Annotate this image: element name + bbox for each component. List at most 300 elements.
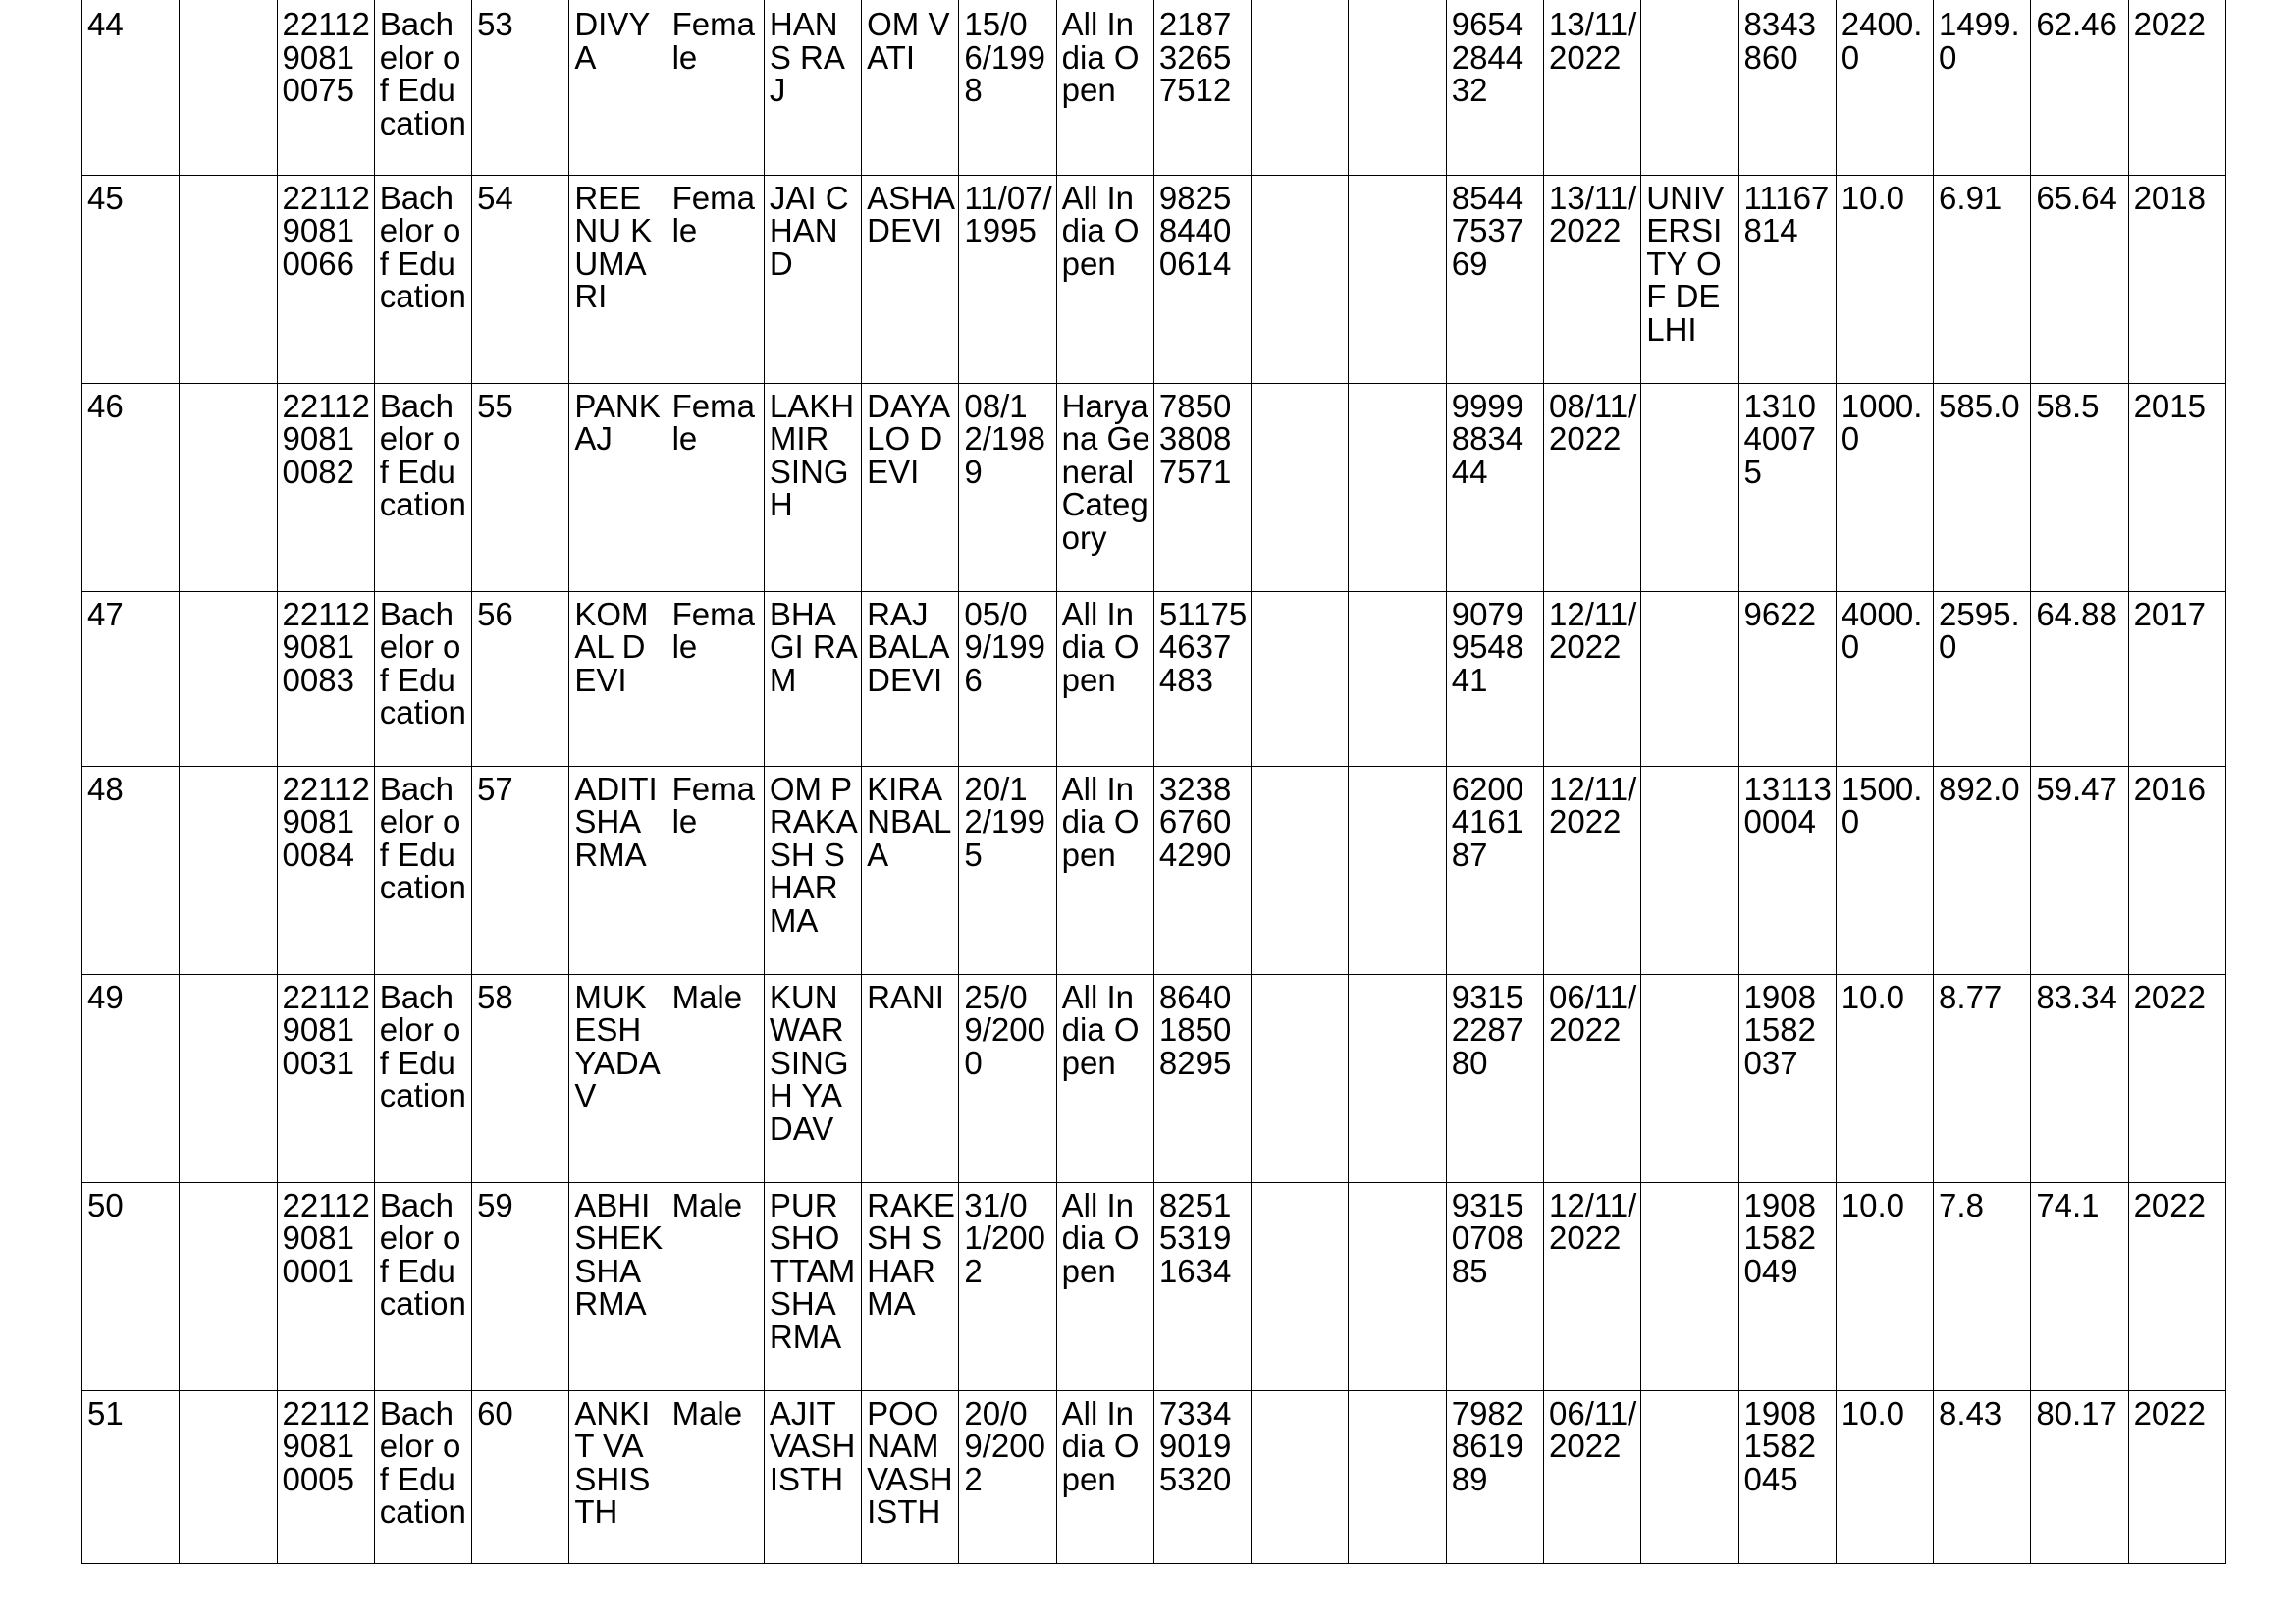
cell-mother-name [862, 175, 959, 383]
cell-text: 6200416187 [1451, 770, 1524, 873]
cell-mother-name [862, 1390, 959, 1563]
cell-text: 65.64 [2036, 179, 2117, 216]
cell-text: 9654284432 [1451, 6, 1524, 108]
cell-gender [667, 1390, 764, 1563]
cell-text: 733490195320 [1158, 1394, 1232, 1497]
cell-name [569, 766, 667, 974]
cell-aadhaar-no [1153, 175, 1251, 383]
cell-text: 19081582037 [1743, 978, 1816, 1081]
cell-serial-no [82, 383, 180, 591]
cell-father-name [764, 1182, 861, 1390]
cell-course [374, 1182, 471, 1390]
cell-text: 64.88 [2036, 595, 2117, 632]
cell-blank-a [180, 0, 277, 175]
cell-text: 2595.0 [1939, 595, 2020, 665]
cell-passing-year [2128, 766, 2225, 974]
cell-percentage [2031, 175, 2128, 383]
cell-text: 05/09/1996 [964, 595, 1045, 698]
cell-text: RAKESH SHARMA [867, 1186, 955, 1322]
cell-blank-a [180, 591, 277, 766]
cell-text: 11167814 [1743, 179, 1830, 248]
cell-dob [959, 974, 1056, 1182]
cell-text: 1499.0 [1939, 6, 2020, 76]
cell-merit-no [472, 1182, 569, 1390]
cell-text: 44 [87, 6, 124, 42]
cell-dob [959, 1182, 1056, 1390]
cell-blank-b [1252, 383, 1349, 591]
cell-passing-year [2128, 591, 2225, 766]
cell-text: 10.0 [1841, 1186, 1905, 1223]
cell-name [569, 175, 667, 383]
cell-category [1056, 766, 1153, 974]
cell-text: 2211290810066 [282, 179, 370, 282]
cell-text: ANKIT VASHISTH [574, 1394, 651, 1530]
cell-text: 1500.0 [1841, 770, 1923, 839]
cell-application-date [1543, 0, 1640, 175]
cell-aadhaar-no [1153, 0, 1251, 175]
cell-text: UNIVERSITY OF DELHI [1646, 179, 1725, 348]
cell-text: Male [671, 1186, 743, 1223]
cell-text: 7982861989 [1451, 1394, 1524, 1497]
cell-text: Haryana General Category [1061, 387, 1150, 556]
cell-application-date [1543, 175, 1640, 383]
cell-mother-name [862, 383, 959, 591]
cell-serial-no [82, 974, 180, 1182]
cell-name [569, 591, 667, 766]
cell-max-marks [1836, 175, 1933, 383]
cell-passing-year [2128, 175, 2225, 383]
cell-mobile-no [1446, 1390, 1543, 1563]
cell-text: Male [671, 978, 743, 1015]
cell-text: 58.5 [2036, 387, 2100, 424]
cell-percentage [2031, 1182, 2128, 1390]
cell-name [569, 1390, 667, 1563]
cell-passing-year [2128, 1182, 2225, 1390]
cell-text: POONAM VASHISTH [867, 1394, 953, 1530]
cell-text: 131130004 [1743, 770, 1832, 839]
cell-university [1641, 1390, 1738, 1563]
cell-obtained-marks [1934, 974, 2031, 1182]
cell-blank-a [180, 974, 277, 1182]
table-row [82, 1390, 2226, 1563]
cell-father-name [764, 591, 861, 766]
cell-text: OM PRAKASH SHARMA [769, 770, 858, 939]
cell-dob [959, 591, 1056, 766]
cell-category [1056, 591, 1153, 766]
cell-text: DIVYA [574, 6, 651, 76]
cell-text: 2022 [2133, 1394, 2206, 1432]
cell-text: 785038087571 [1158, 387, 1232, 490]
cell-text: 06/11/2022 [1548, 978, 1637, 1048]
cell-text: AJIT VASHISTH [769, 1394, 856, 1497]
cell-gender [667, 766, 764, 974]
cell-blank-b [1252, 591, 1349, 766]
cell-university [1641, 766, 1738, 974]
cell-text: 59 [477, 1186, 513, 1223]
cell-mother-name [862, 766, 959, 974]
cell-blank-c [1349, 766, 1446, 974]
cell-text: 20/12/1995 [964, 770, 1045, 873]
cell-text: KIRANBALA [867, 770, 952, 873]
cell-text: MUKESH YADAV [574, 978, 661, 1113]
cell-university [1641, 1182, 1738, 1390]
cell-blank-c [1349, 0, 1446, 175]
cell-gender [667, 1182, 764, 1390]
cell-text: JAI CHAND [769, 179, 849, 282]
cell-university [1641, 0, 1738, 175]
cell-mobile-no [1446, 175, 1543, 383]
cell-mobile-no [1446, 766, 1543, 974]
cell-blank-a [180, 1390, 277, 1563]
cell-blank-b [1252, 974, 1349, 1182]
cell-father-name [764, 766, 861, 974]
cell-gender [667, 591, 764, 766]
cell-obtained-marks [1934, 1182, 2031, 1390]
cell-text: RANI [867, 978, 944, 1015]
cell-category [1056, 175, 1153, 383]
cell-gender [667, 0, 764, 175]
cell-blank-c [1349, 383, 1446, 591]
cell-text: 892.0 [1939, 770, 2020, 807]
cell-gender [667, 974, 764, 1182]
cell-merit-no [472, 383, 569, 591]
cell-merit-no [472, 591, 569, 766]
cell-mother-name [862, 0, 959, 175]
cell-roll-no [277, 974, 374, 1182]
cell-text: 58 [477, 978, 513, 1015]
cell-text: Female [671, 6, 755, 76]
cell-merit-no [472, 0, 569, 175]
cell-serial-no [82, 1182, 180, 1390]
cell-text: 47 [87, 595, 124, 632]
cell-mobile-no [1446, 591, 1543, 766]
cell-text: All India Open [1061, 179, 1140, 282]
cell-text: Bachelor of Education [379, 1186, 466, 1322]
cell-blank-b [1252, 766, 1349, 974]
cell-application-date [1543, 974, 1640, 1182]
cell-text: 45 [87, 179, 124, 216]
cell-category [1056, 0, 1153, 175]
cell-text: PURSHOTTAM SHARMA [769, 1186, 856, 1355]
cell-text: 74.1 [2036, 1186, 2100, 1223]
cell-blank-b [1252, 1182, 1349, 1390]
cell-dob [959, 175, 1056, 383]
cell-text: Bachelor of Education [379, 1394, 466, 1530]
cell-text: All India Open [1061, 1186, 1140, 1289]
cell-percentage [2031, 591, 2128, 766]
cell-text: 10.0 [1841, 1394, 1905, 1432]
cell-passing-year [2128, 383, 2225, 591]
cell-application-date [1543, 591, 1640, 766]
cell-blank-b [1252, 1390, 1349, 1563]
cell-mobile-no [1446, 1182, 1543, 1390]
cell-text: 2017 [2133, 595, 2206, 632]
cell-university [1641, 175, 1738, 383]
cell-text: 13/11/2022 [1548, 179, 1637, 248]
cell-course [374, 591, 471, 766]
cell-text: BHAGI RAM [769, 595, 858, 698]
cell-text: All India Open [1061, 595, 1140, 698]
cell-blank-c [1349, 1390, 1446, 1563]
cell-text: 6.91 [1939, 179, 2002, 216]
cell-text: Female [671, 595, 755, 665]
cell-dob [959, 766, 1056, 974]
cell-gender [667, 175, 764, 383]
cell-mobile-no [1446, 383, 1543, 591]
cell-text: 131040075 [1743, 387, 1816, 490]
cell-text: 218732657512 [1158, 6, 1232, 108]
cell-max-marks [1836, 1390, 1933, 1563]
cell-text: Bachelor of Education [379, 978, 466, 1113]
cell-text: 2211290810084 [282, 770, 370, 873]
cell-text: 511754637483 [1158, 595, 1248, 698]
cell-course [374, 1390, 471, 1563]
cell-father-name [764, 1390, 861, 1563]
cell-text: 13/11/2022 [1548, 6, 1637, 76]
cell-text: 8.43 [1939, 1394, 2002, 1432]
cell-name [569, 383, 667, 591]
cell-text: 53 [477, 6, 513, 42]
cell-text: Male [671, 1394, 743, 1432]
cell-text: 49 [87, 978, 124, 1015]
cell-text: 56 [477, 595, 513, 632]
cell-blank-a [180, 175, 277, 383]
cell-reg-no [1738, 766, 1836, 974]
cell-text: Female [671, 179, 755, 248]
cell-roll-no [277, 1390, 374, 1563]
cell-text: 8343860 [1743, 6, 1816, 76]
cell-course [374, 0, 471, 175]
cell-text: 2015 [2133, 387, 2206, 424]
cell-percentage [2031, 766, 2128, 974]
cell-max-marks [1836, 591, 1933, 766]
cell-merit-no [472, 974, 569, 1182]
cell-text: 11/07/1995 [964, 179, 1052, 248]
cell-serial-no [82, 175, 180, 383]
cell-text: 2018 [2133, 179, 2206, 216]
cell-text: 4000.0 [1841, 595, 1923, 665]
cell-obtained-marks [1934, 1390, 2031, 1563]
cell-passing-year [2128, 1390, 2225, 1563]
cell-text: 50 [87, 1186, 124, 1223]
cell-text: 57 [477, 770, 513, 807]
cell-text: LAKHMIR SINGH [769, 387, 855, 522]
cell-passing-year [2128, 974, 2225, 1182]
cell-name [569, 0, 667, 175]
cell-blank-b [1252, 175, 1349, 383]
cell-text: 51 [87, 1394, 124, 1432]
cell-text: 19081582049 [1743, 1186, 1816, 1289]
cell-text: 9999883444 [1451, 387, 1524, 490]
cell-text: All India Open [1061, 1394, 1140, 1497]
cell-text: 06/11/2022 [1548, 1394, 1637, 1464]
cell-serial-no [82, 0, 180, 175]
cell-text: 8544753769 [1451, 179, 1524, 282]
cell-text: REENU KUMARI [574, 179, 653, 314]
cell-text: 2211290810075 [282, 6, 370, 108]
cell-percentage [2031, 1390, 2128, 1563]
cell-reg-no [1738, 383, 1836, 591]
cell-text: 2211290810082 [282, 387, 370, 490]
cell-text: 1000.0 [1841, 387, 1923, 457]
cell-reg-no [1738, 1182, 1836, 1390]
cell-text: RAJ BALA DEVI [867, 595, 948, 698]
cell-aadhaar-no [1153, 766, 1251, 974]
cell-mobile-no [1446, 0, 1543, 175]
cell-blank-c [1349, 1182, 1446, 1390]
cell-merit-no [472, 1390, 569, 1563]
cell-text: 60 [477, 1394, 513, 1432]
cell-blank-a [180, 766, 277, 974]
table-row [82, 766, 2226, 974]
cell-obtained-marks [1934, 175, 2031, 383]
cell-reg-no [1738, 1390, 1836, 1563]
cell-category [1056, 383, 1153, 591]
cell-application-date [1543, 766, 1640, 974]
table-row [82, 974, 2226, 1182]
table-row [82, 591, 2226, 766]
cell-text: 8.77 [1939, 978, 2002, 1015]
table-row [82, 1182, 2226, 1390]
cell-max-marks [1836, 974, 1933, 1182]
cell-reg-no [1738, 591, 1836, 766]
cell-mother-name [862, 974, 959, 1182]
cell-dob [959, 0, 1056, 175]
cell-text: 9315228780 [1451, 978, 1524, 1081]
cell-father-name [764, 974, 861, 1182]
cell-reg-no [1738, 974, 1836, 1182]
table-row [82, 175, 2226, 383]
cell-text: 46 [87, 387, 124, 424]
cell-blank-a [180, 1182, 277, 1390]
cell-roll-no [277, 0, 374, 175]
cell-text: 2022 [2133, 978, 2206, 1015]
cell-category [1056, 1390, 1153, 1563]
cell-max-marks [1836, 1182, 1933, 1390]
cell-percentage [2031, 974, 2128, 1182]
cell-gender [667, 383, 764, 591]
cell-text: 2400.0 [1841, 6, 1923, 76]
cell-text: 12/11/2022 [1548, 770, 1637, 839]
cell-text: 25/09/2000 [964, 978, 1045, 1081]
cell-category [1056, 1182, 1153, 1390]
cell-course [374, 175, 471, 383]
cell-text: 2211290810083 [282, 595, 370, 698]
cell-text: 7.8 [1939, 1186, 1984, 1223]
cell-university [1641, 591, 1738, 766]
cell-aadhaar-no [1153, 1390, 1251, 1563]
cell-text: Bachelor of Education [379, 595, 466, 730]
cell-roll-no [277, 175, 374, 383]
cell-course [374, 974, 471, 1182]
cell-text: 2016 [2133, 770, 2206, 807]
cell-blank-c [1349, 974, 1446, 1182]
cell-reg-no [1738, 0, 1836, 175]
cell-text: PANKAJ [574, 387, 661, 457]
cell-text: 864018508295 [1158, 978, 1232, 1081]
cell-roll-no [277, 1182, 374, 1390]
cell-text: 59.47 [2036, 770, 2117, 807]
cell-blank-c [1349, 175, 1446, 383]
cell-father-name [764, 0, 861, 175]
cell-text: 48 [87, 770, 124, 807]
cell-text: HANS RAJ [769, 6, 845, 108]
cell-obtained-marks [1934, 591, 2031, 766]
cell-text: OM VATI [867, 6, 950, 76]
cell-text: Bachelor of Education [379, 179, 466, 314]
cell-text: 2022 [2133, 6, 2206, 42]
cell-percentage [2031, 0, 2128, 175]
cell-text: DAYALO DEVI [867, 387, 951, 490]
cell-max-marks [1836, 766, 1933, 974]
cell-merit-no [472, 766, 569, 974]
cell-text: All India Open [1061, 978, 1140, 1081]
cell-text: KUNWAR SINGH YADAV [769, 978, 849, 1147]
cell-text: 2211290810031 [282, 978, 370, 1081]
cell-blank-b [1252, 0, 1349, 175]
cell-father-name [764, 175, 861, 383]
cell-text: Bachelor of Education [379, 6, 466, 141]
cell-aadhaar-no [1153, 1182, 1251, 1390]
cell-aadhaar-no [1153, 383, 1251, 591]
cell-text: 12/11/2022 [1548, 1186, 1637, 1256]
cell-course [374, 766, 471, 974]
cell-text: ASHA DEVI [867, 179, 954, 248]
cell-merit-no [472, 175, 569, 383]
cell-mobile-no [1446, 974, 1543, 1182]
cell-text: 982584400614 [1158, 179, 1232, 282]
cell-text: 10.0 [1841, 179, 1905, 216]
cell-text: 10.0 [1841, 978, 1905, 1015]
cell-percentage [2031, 383, 2128, 591]
cell-text: ADITI SHARMA [574, 770, 658, 873]
cell-max-marks [1836, 383, 1933, 591]
cell-text: 80.17 [2036, 1394, 2117, 1432]
cell-text: 12/11/2022 [1548, 595, 1637, 665]
cell-text: 9622 [1743, 595, 1816, 632]
cell-max-marks [1836, 0, 1933, 175]
cell-text: 2022 [2133, 1186, 2206, 1223]
cell-text: KOMAL DEVI [574, 595, 649, 698]
cell-text: 31/01/2002 [964, 1186, 1045, 1289]
cell-roll-no [277, 383, 374, 591]
cell-course [374, 383, 471, 591]
cell-blank-c [1349, 591, 1446, 766]
cell-application-date [1543, 1182, 1640, 1390]
cell-text: Bachelor of Education [379, 770, 466, 905]
cell-text: All India Open [1061, 6, 1140, 108]
cell-obtained-marks [1934, 383, 2031, 591]
cell-text: 323867604290 [1158, 770, 1232, 873]
cell-text: 2211290810001 [282, 1186, 370, 1289]
cell-text: 2211290810005 [282, 1394, 370, 1497]
cell-application-date [1543, 383, 1640, 591]
cell-blank-a [180, 383, 277, 591]
cell-text: 08/12/1989 [964, 387, 1045, 490]
cell-text: 585.0 [1939, 387, 2020, 424]
cell-aadhaar-no [1153, 974, 1251, 1182]
cell-text: 20/09/2002 [964, 1394, 1045, 1497]
cell-category [1056, 974, 1153, 1182]
cell-dob [959, 1390, 1056, 1563]
cell-text: 54 [477, 179, 513, 216]
applicant-table-body [82, 0, 2226, 1563]
cell-university [1641, 383, 1738, 591]
cell-roll-no [277, 766, 374, 974]
cell-text: 9315070885 [1451, 1186, 1524, 1289]
cell-text: All India Open [1061, 770, 1140, 873]
table-row [82, 383, 2226, 591]
